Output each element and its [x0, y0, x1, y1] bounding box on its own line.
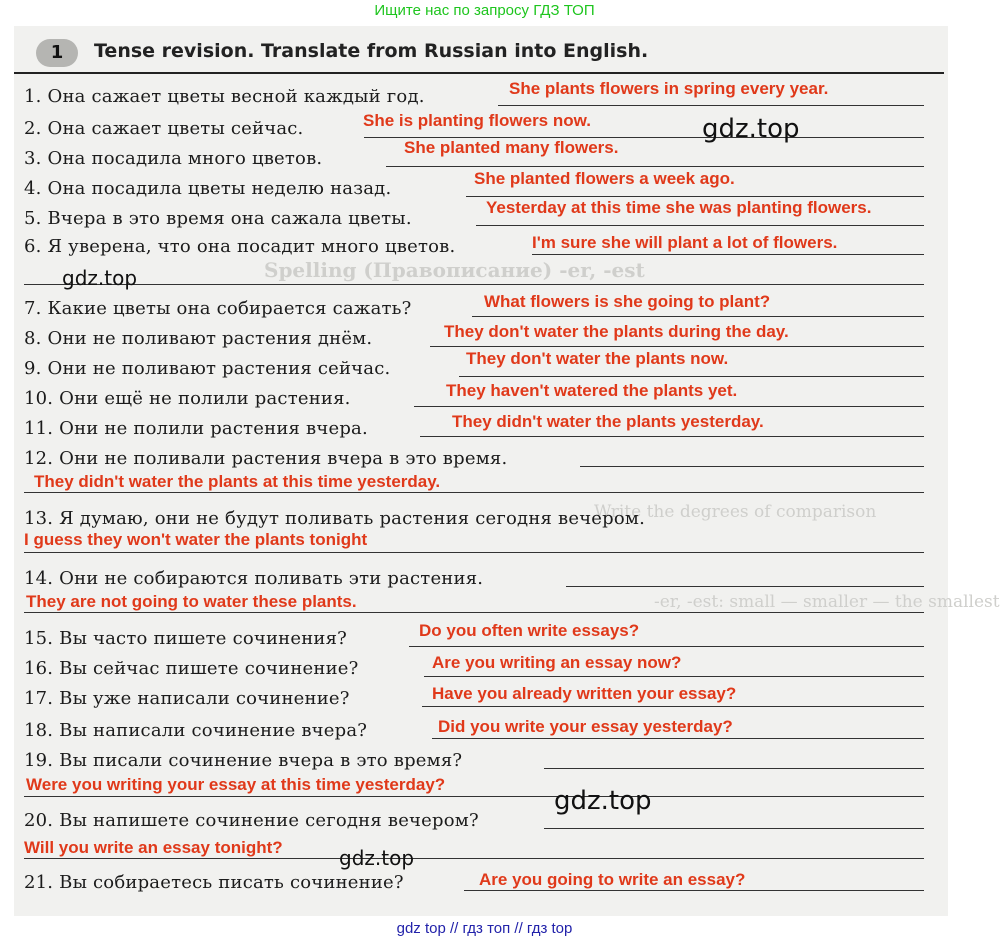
question-4: 4. Она посадила цветы неделю назад.	[24, 178, 392, 199]
answer-line	[472, 316, 924, 317]
question-3: 3. Она посадила много цветов.	[24, 148, 323, 169]
watermark: gdz.top	[62, 266, 138, 290]
answer-12: They didn't water the plants at this time yesterday.	[34, 472, 441, 491]
answer-9: They don't water the plants now.	[466, 349, 729, 368]
watermark: gdz.top	[339, 846, 415, 870]
question-12: 12. Они не поливали растения вчера в это время.	[24, 448, 508, 469]
answer-11: They didn't water the plants yesterday.	[452, 412, 764, 431]
exercise-number-badge: 1	[36, 39, 78, 67]
answer-8: They don't water the plants during the day.	[444, 322, 789, 341]
answer-line	[409, 646, 924, 647]
question-1: 1. Она сажает цветы весной каждый год.	[24, 86, 425, 107]
answer-line	[386, 166, 924, 167]
answer-13: I guess they won't water the plants tonight	[24, 530, 368, 549]
answer-7: What flowers is she going to plant?	[484, 292, 771, 311]
top-banner[interactable]: Ищите нас по запросу ГДЗ ТОП	[374, 2, 595, 19]
answer-18: Did you write your essay yesterday?	[438, 717, 733, 736]
answer-5: Yesterday at this time she was planting flowers.	[486, 198, 872, 217]
answer-line	[24, 612, 924, 613]
answer-line	[420, 436, 924, 437]
answer-line	[498, 105, 924, 106]
question-10: 10. Они ещё не полили растения.	[24, 388, 351, 409]
answer-19: Were you writing your essay at this time yesterday?	[26, 775, 446, 794]
answer-line	[24, 858, 924, 859]
answer-line	[580, 466, 924, 467]
answer-line	[544, 768, 924, 769]
question-16: 16. Вы сейчас пишете сочинение?	[24, 658, 359, 679]
answer-line	[566, 586, 924, 587]
answer-2: She is planting flowers now.	[363, 111, 591, 130]
question-8: 8. Они не поливают растения днём.	[24, 328, 373, 349]
question-5: 5. Вчера в это время она сажала цветы.	[24, 208, 412, 229]
answer-line	[24, 552, 924, 553]
question-7: 7. Какие цветы она собирается сажать?	[24, 298, 412, 319]
question-18: 18. Вы написали сочинение вчера?	[24, 720, 368, 741]
answer-10: They haven't watered the plants yet.	[446, 381, 738, 400]
question-20: 20. Вы напишете сочинение сегодня вечером?	[24, 810, 479, 831]
question-13: 13. Я думаю, они не будут поливать растения сегодня вечером.	[24, 508, 646, 529]
answer-1: She plants flowers in spring every year.	[509, 79, 829, 98]
answer-line	[476, 225, 924, 226]
answer-15: Do you often write essays?	[419, 621, 640, 640]
question-6: 6. Я уверена, что она посадит много цветов.	[24, 236, 456, 257]
exercise-title: Tense revision. Translate from Russian into English.	[94, 40, 649, 62]
bleed-through-text: Spelling (Правописание) -er, -est	[264, 258, 645, 282]
answer-line	[532, 254, 924, 255]
answer-line	[24, 492, 924, 493]
question-11: 11. Они не полили растения вчера.	[24, 418, 368, 439]
answer-line	[459, 376, 924, 377]
answer-line	[544, 828, 924, 829]
question-17: 17. Вы уже написали сочинение?	[24, 688, 350, 709]
watermark: gdz.top	[554, 786, 652, 816]
workbook-page	[14, 26, 1000, 916]
answer-16: Are you writing an essay now?	[432, 653, 682, 672]
answer-line	[432, 738, 924, 739]
question-21: 21. Вы собираетесь писать сочинение?	[24, 872, 404, 893]
question-15: 15. Вы часто пишете сочинения?	[24, 628, 348, 649]
exercise-header	[14, 36, 944, 74]
bleed-through-text: -er, -est: small — smaller — the smallest	[654, 592, 1000, 612]
answer-3: She planted many flowers.	[404, 138, 619, 157]
answer-4: She planted flowers a week ago.	[474, 169, 735, 188]
answer-line	[424, 676, 924, 677]
answer-14: They are not going to water these plants.	[26, 592, 357, 611]
answer-21: Are you going to write an essay?	[479, 870, 746, 889]
question-19: 19. Вы писали сочинение вчера в это время?	[24, 750, 463, 771]
answer-line	[422, 706, 924, 707]
answer-line	[430, 346, 924, 347]
answer-line	[466, 196, 924, 197]
answer-line	[414, 406, 924, 407]
question-2: 2. Она сажает цветы сейчас.	[24, 118, 304, 139]
answer-line	[24, 284, 924, 285]
answer-6: I'm sure she will plant a lot of flowers.	[532, 233, 838, 252]
footer-links[interactable]: gdz top // гдз топ // гдз top	[396, 920, 573, 937]
question-14: 14. Они не собираются поливать эти растения.	[24, 568, 484, 589]
answer-line	[464, 890, 924, 891]
question-9: 9. Они не поливают растения сейчас.	[24, 358, 391, 379]
watermark: gdz.top	[702, 114, 800, 144]
answer-line	[24, 796, 924, 797]
answer-17: Have you already written your essay?	[432, 684, 737, 703]
bleed-through-text: Write the degrees of comparison	[594, 502, 877, 522]
answer-20: Will you write an essay tonight?	[24, 838, 283, 857]
